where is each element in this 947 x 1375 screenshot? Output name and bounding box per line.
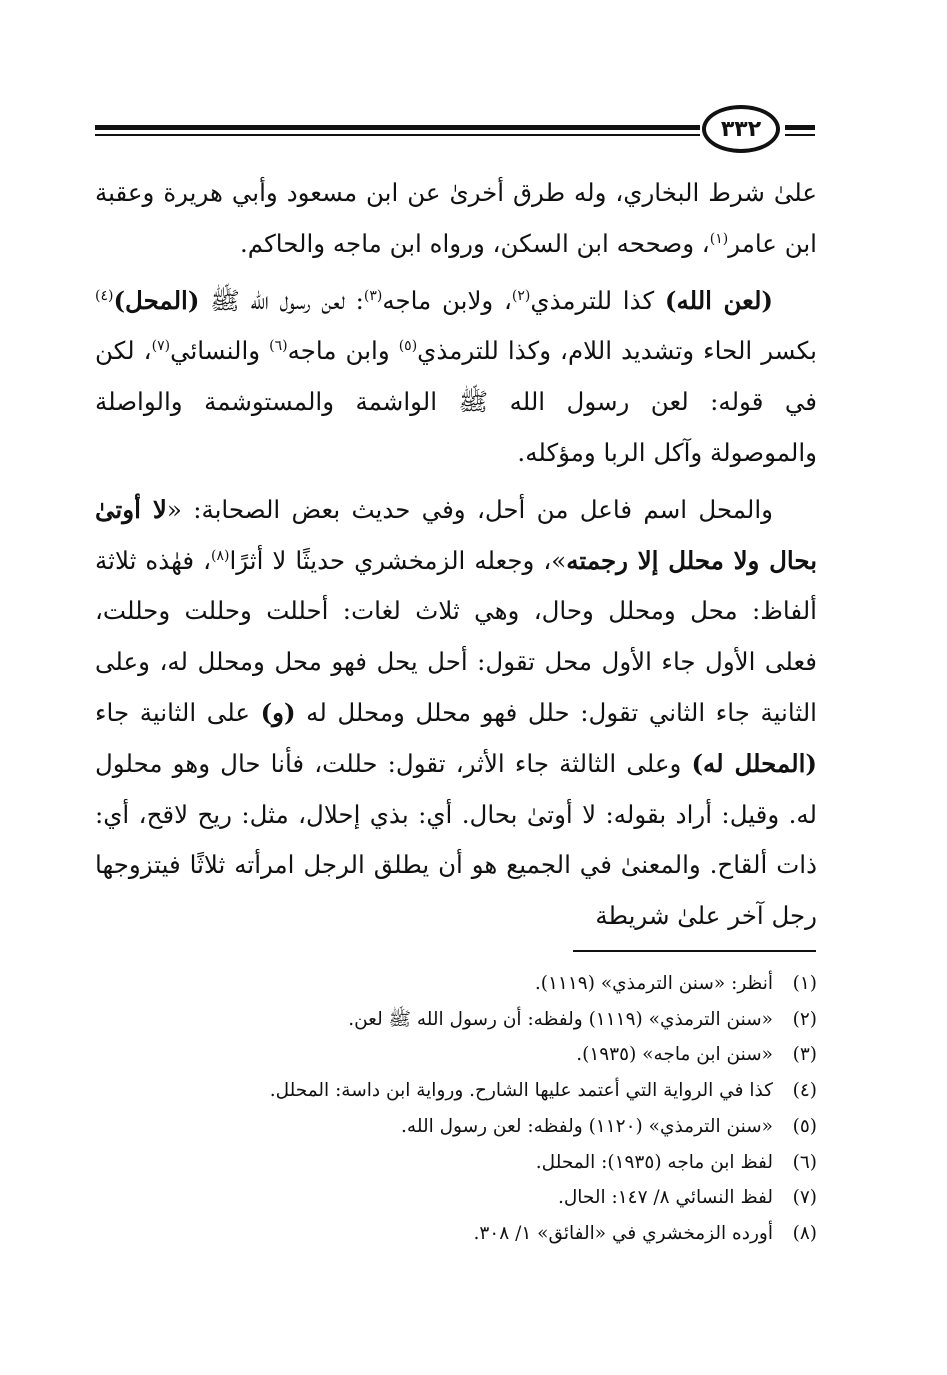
footnote-number: (٤)	[792, 1080, 817, 1102]
text-run: ، ولابن ماجه	[382, 285, 512, 315]
footnote-text: «سنن ابن ماجه» (١٩٣٥).	[576, 1044, 773, 1066]
footnote-separator	[573, 950, 816, 952]
text-run: »، وجعله الزمخشري حديثًا لا أثرًا	[229, 545, 567, 575]
footnote-number: (٦)	[792, 1151, 817, 1173]
footnote-text: «سنن الترمذي» (١١٢٠) ولفظه: لعن رسول الله.	[401, 1115, 773, 1137]
bold-term: (المحل)	[113, 285, 200, 315]
footnote-item	[140, 1180, 817, 1216]
footnote-number: (٨)	[792, 1222, 817, 1244]
text-run: بكسر الحاء وتشديد اللام، وكذا للترمذي	[417, 336, 817, 366]
text-run: علىٰ شرط البخاري، وله طرق أخرىٰ عن ابن مسعود وأبي هريرة وعقبة ابن عامر	[95, 178, 817, 258]
text-run: على الثانية جاء	[95, 697, 261, 727]
page-number: ٣٣٢	[702, 105, 780, 153]
paragraph	[95, 485, 817, 942]
footnote-number: (٢)	[792, 1008, 817, 1030]
footnote-item	[140, 1145, 817, 1181]
footnote-ref: (١)	[709, 230, 729, 247]
footnotes	[140, 966, 817, 1252]
text-run: ، وصححه ابن السكن، ورواه ابن ماجه والحاكم.	[239, 228, 710, 258]
footnote-item	[140, 1037, 817, 1073]
text-run: ، لكن في قوله: لعن رسول الله ﷺ الواشمة والمستوشمة والواصلة والموصولة وآكل الربا ومؤكله.	[95, 336, 817, 467]
footnote-ref: (٢)	[511, 287, 531, 304]
footnote-ref: (٣)	[363, 287, 383, 304]
text-run: كذا للترمذي	[530, 285, 665, 315]
footnote-ref: (٦)	[269, 338, 288, 355]
footnote-number: (٧)	[792, 1187, 817, 1209]
footnote-text: أورده الزمخشري في «الفائق» ١/ ٣٠٨.	[473, 1222, 773, 1244]
footnote-item	[140, 1216, 817, 1252]
footnote-number: (٣)	[792, 1044, 817, 1066]
footnote-ref: (٥)	[398, 338, 418, 355]
footnote-ref: (٧)	[151, 338, 171, 355]
text-run: والمحل اسم فاعل من أحل، وفي حديث بعض الصحابة: «	[166, 494, 773, 524]
bold-term: (لعن الله)	[664, 285, 774, 315]
footnote-text: كذا في الرواية التي أعتمد عليها الشارح. ورواية ابن داسة: المحلل.	[269, 1080, 773, 1102]
bold-term: (المحلل له)	[691, 748, 817, 778]
text-run: وابن ماجه	[287, 336, 399, 366]
footnote-item	[140, 1109, 817, 1145]
footnote-number: (١)	[792, 973, 817, 994]
footnote-text: لفظ النسائي ٨/ ١٤٧: الحال.	[557, 1187, 773, 1209]
paragraph	[95, 276, 817, 479]
footnote-text: «سنن الترمذي» (١١١٩) ولفظه: أن رسول الله ﷺ لعن.	[348, 1008, 773, 1030]
paragraph	[95, 168, 817, 270]
footnote-text: لفظ ابن ماجه (١٩٣٥): المحلل.	[535, 1151, 773, 1173]
bold-term: (و)	[260, 697, 296, 727]
footnote-ref: (٤)	[95, 287, 114, 304]
footnote-number: (٥)	[792, 1115, 817, 1137]
text-run: والنسائي	[170, 336, 270, 366]
header-rule-thin	[95, 134, 700, 136]
text-run: ، فهٰذه ثلاثة ألفاظ: محل ومحلل وحال، وهي ثلاث لغات: أحللت وحللت وحللت، فعلى الأول جاء الأول محل تقول: أحل يحل فهو محل ومحلل له، وعلى الثانية جاء الثاني تقول: حلل فهو محلل ومحلل له	[95, 545, 817, 727]
text-run: : لعن رسول الله ﷺ	[199, 285, 364, 315]
footnote-ref: (٨)	[211, 547, 230, 564]
page-header	[95, 105, 815, 155]
footnote-text: أنظر: «سنن الترمذي» (١١١٩).	[534, 973, 773, 994]
footnote-item	[140, 966, 817, 1002]
text-run: وعلى الثالثة جاء الأثر، تقول: حللت، فأنا حال وهو محلول له. وقيل: أراد بقوله: لا أوتىٰ بحال. أي: بذي إحلال، مثل: ريح لاقح، أي: ذات ألقاح. والمعنىٰ في الجميع هو أن يطلق الرجل امرأته ثلاثًا فيتزوجها رجل آخر علىٰ شريطة	[95, 748, 817, 931]
main-text	[95, 168, 817, 942]
footnote-item	[140, 1073, 817, 1109]
header-rule-thin-right	[785, 134, 815, 136]
footnote-item	[140, 1002, 817, 1038]
header-rule-thick-right	[785, 125, 815, 130]
bold-term: لا أوتىٰ بحال ولا محلل إلا رجمته	[95, 494, 818, 575]
header-rule-thick	[95, 125, 700, 130]
